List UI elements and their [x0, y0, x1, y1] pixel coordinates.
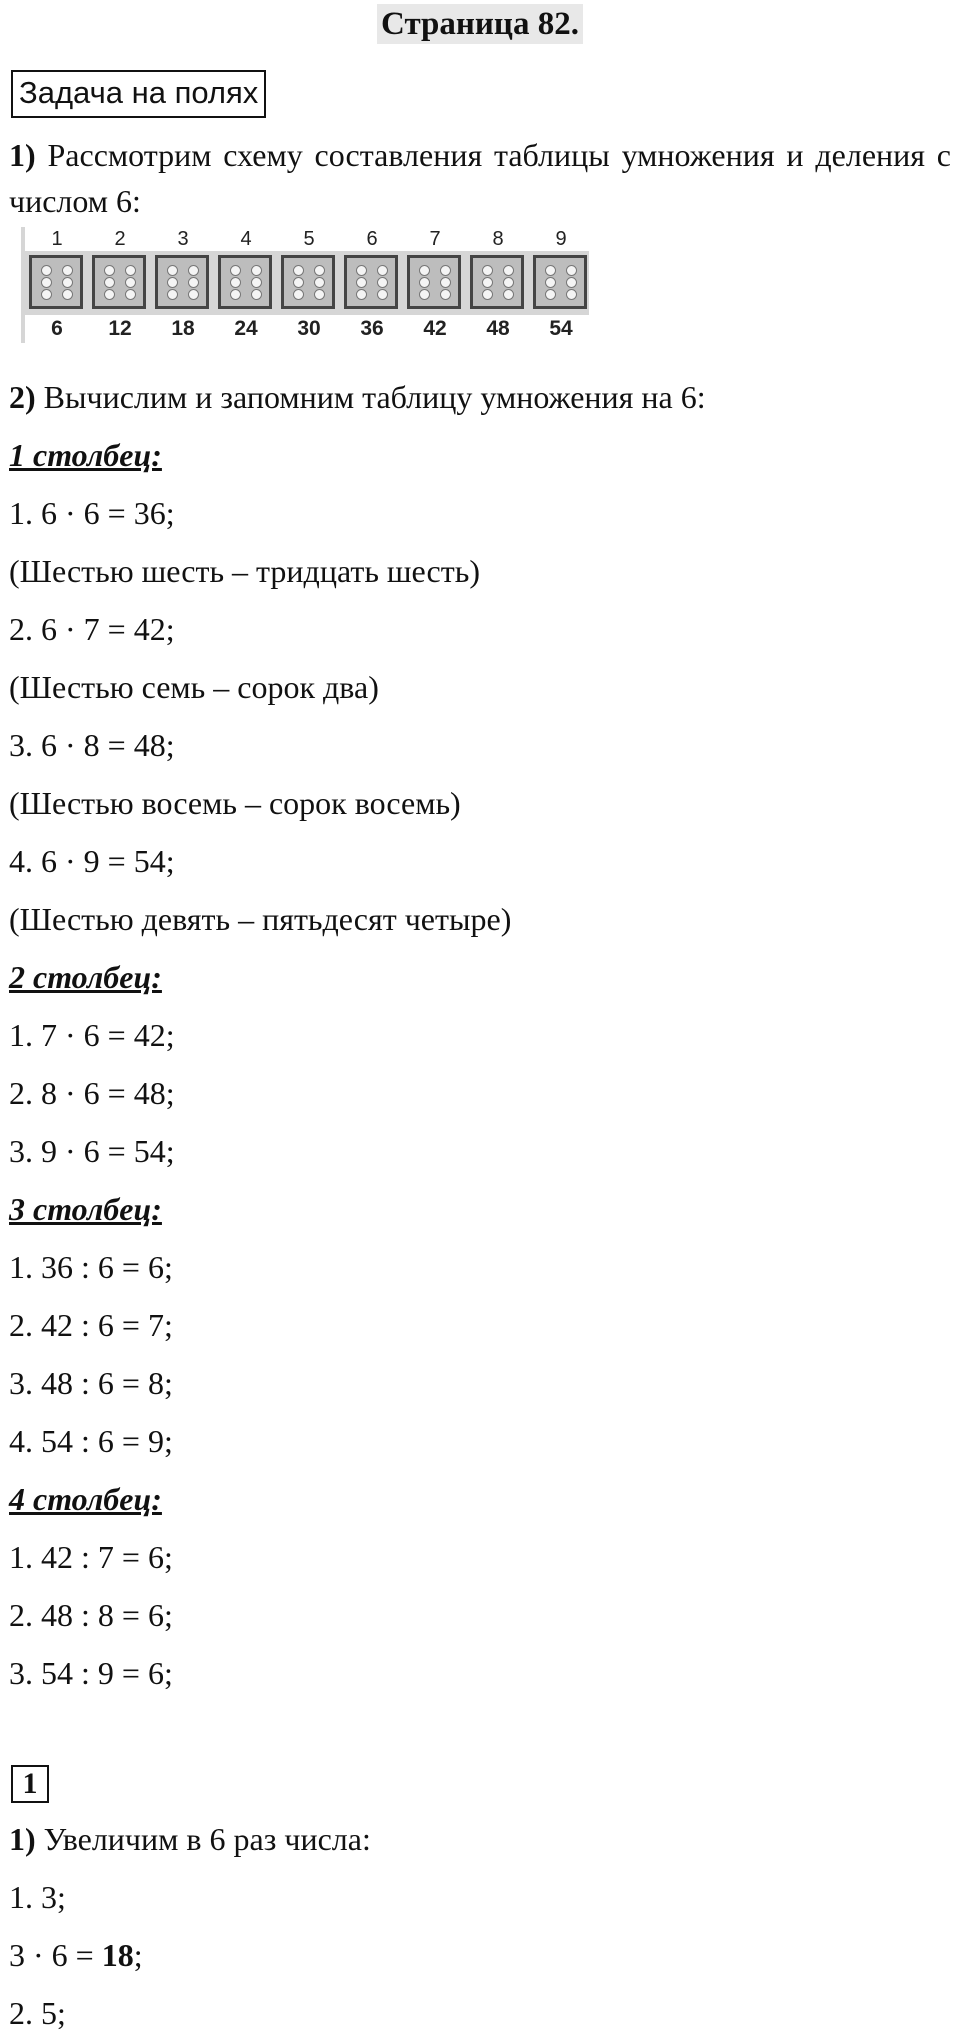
die-item: [277, 227, 341, 343]
column-2-line-2: 2. 8 · 6 = 48;: [9, 1075, 175, 1111]
column-3-line-2: 2. 42 : 6 = 7;: [9, 1307, 173, 1343]
die-pip: [482, 265, 493, 276]
die-pip: [419, 277, 430, 288]
die-pip: [377, 265, 388, 276]
die-pip: [230, 265, 241, 276]
die-pip: [251, 289, 262, 300]
die-top-number: 4: [214, 227, 278, 251]
column-1-line-3: 2. 6 · 7 = 42;: [9, 611, 175, 647]
die-item: [25, 227, 89, 343]
die-pip: [503, 289, 514, 300]
die-pip: [314, 265, 325, 276]
column-3-line-1: 1. 36 : 6 = 6;: [9, 1249, 173, 1285]
die-pip: [482, 289, 493, 300]
die-pip: [188, 277, 199, 288]
die-top-number: 6: [340, 227, 404, 251]
die-pip: [104, 277, 115, 288]
die-pip: [566, 277, 577, 288]
part2-number: 2): [9, 379, 36, 415]
die-pip: [41, 289, 52, 300]
die-pip: [545, 265, 556, 276]
column-1-line-6: (Шестью восемь – сорок восемь): [9, 785, 461, 821]
die-bottom-number: 12: [88, 315, 152, 343]
die-pip: [356, 289, 367, 300]
die-bottom-number: 18: [151, 315, 215, 343]
die-pip: [566, 265, 577, 276]
die-item: [151, 227, 215, 343]
die-item: [529, 227, 593, 343]
column-3-line-4: 4. 54 : 6 = 9;: [9, 1423, 173, 1459]
die-six-icon: [407, 255, 461, 309]
die-bottom-number: 54: [529, 315, 593, 343]
column-3-line-3: 3. 48 : 6 = 8;: [9, 1365, 173, 1401]
die-bottom-number: 24: [214, 315, 278, 343]
die-pip: [104, 265, 115, 276]
part1-text: Рассмотрим схему составления таблицы умножения и деления с числом 6:: [9, 137, 952, 219]
die-pip: [251, 265, 262, 276]
column-2-line-1: 1. 7 · 6 = 42;: [9, 1017, 175, 1053]
die-pip: [440, 289, 451, 300]
die-pip: [314, 289, 325, 300]
die-pip: [293, 265, 304, 276]
die-six-icon: [92, 255, 146, 309]
die-bottom-number: 42: [403, 315, 467, 343]
die-pip: [188, 265, 199, 276]
die-item: [466, 227, 530, 343]
die-top-number: 2: [88, 227, 152, 251]
die-pip: [251, 277, 262, 288]
die-pip: [419, 265, 430, 276]
die-pip: [188, 289, 199, 300]
column-1-line-4: (Шестью семь – сорок два): [9, 669, 379, 705]
task1-part1-number: 1): [9, 1821, 36, 1857]
die-pip: [440, 265, 451, 276]
die-pip: [167, 277, 178, 288]
die-top-number: 1: [25, 227, 89, 251]
column-4-line-3: 3. 54 : 9 = 6;: [9, 1655, 173, 1691]
margin-task-label: Задача на полях: [11, 70, 266, 118]
die-pip: [293, 289, 304, 300]
die-top-number: 9: [529, 227, 593, 251]
die-pip: [167, 265, 178, 276]
die-pip: [482, 277, 493, 288]
column-1-line-7: 4. 6 · 9 = 54;: [9, 843, 175, 879]
die-six-icon: [29, 255, 83, 309]
die-pip: [230, 289, 241, 300]
column-1-line-5: 3. 6 · 8 = 48;: [9, 727, 175, 763]
column-1-header: 1 столбец:: [9, 437, 162, 473]
die-item: [403, 227, 467, 343]
die-pip: [167, 289, 178, 300]
die-pip: [41, 277, 52, 288]
die-pip: [377, 277, 388, 288]
column-1-line-8: (Шестью девять – пятьдесят четыре): [9, 901, 512, 937]
die-pip: [62, 289, 73, 300]
column-1-line-1: 1. 6 · 6 = 36;: [9, 495, 175, 531]
die-item: [214, 227, 278, 343]
die-pip: [125, 277, 136, 288]
column-1-line-2: (Шестью шесть – тридцать шесть): [9, 553, 480, 589]
column-4-header: 4 столбец:: [9, 1481, 162, 1517]
die-top-number: 7: [403, 227, 467, 251]
die-pip: [230, 277, 241, 288]
task1-item-2: 2. 5;: [9, 1995, 66, 2031]
task1-calc-expression: 3 · 6 =: [9, 1937, 102, 1973]
dice-scheme-figure: [21, 227, 589, 343]
die-bottom-number: 6: [25, 315, 89, 343]
die-pip: [566, 289, 577, 300]
die-top-number: 8: [466, 227, 530, 251]
die-top-number: 3: [151, 227, 215, 251]
die-pip: [440, 277, 451, 288]
column-2-line-3: 3. 9 · 6 = 54;: [9, 1133, 175, 1169]
die-bottom-number: 48: [466, 315, 530, 343]
column-2-header: 2 столбец:: [9, 959, 162, 995]
die-item: [88, 227, 152, 343]
die-top-number: 5: [277, 227, 341, 251]
die-pip: [62, 265, 73, 276]
task-number-badge: 1: [11, 1765, 49, 1803]
page-title: Страница 82.: [9, 6, 951, 43]
part1-number: 1): [9, 137, 36, 173]
die-bottom-number: 30: [277, 315, 341, 343]
die-six-icon: [281, 255, 335, 309]
die-pip: [104, 289, 115, 300]
die-pip: [125, 289, 136, 300]
part1-paragraph: [9, 132, 951, 224]
column-4-line-1: 1. 42 : 7 = 6;: [9, 1539, 173, 1575]
task1-calc-result: 18: [101, 1937, 134, 1973]
task1-calc-suffix: ;: [133, 1937, 143, 1973]
column-4-line-2: 2. 48 : 8 = 6;: [9, 1597, 173, 1633]
die-pip: [377, 289, 388, 300]
task1-item-1: 1. 3;: [9, 1879, 66, 1915]
die-pip: [503, 277, 514, 288]
die-pip: [41, 265, 52, 276]
die-pip: [545, 277, 556, 288]
die-pip: [356, 265, 367, 276]
die-six-icon: [470, 255, 524, 309]
task1-calc-1: [9, 1935, 143, 1975]
die-pip: [62, 277, 73, 288]
task1-part1-text: Увеличим в 6 раз числа:: [43, 1821, 371, 1857]
die-pip: [293, 277, 304, 288]
part2-text: Вычислим и запомним таблицу умножения на 6:: [43, 379, 706, 415]
column-3-header: 3 столбец:: [9, 1191, 162, 1227]
die-pip: [545, 289, 556, 300]
die-pip: [314, 277, 325, 288]
die-pip: [125, 265, 136, 276]
die-pip: [356, 277, 367, 288]
die-six-icon: [218, 255, 272, 309]
die-pip: [503, 265, 514, 276]
die-bottom-number: 36: [340, 315, 404, 343]
die-six-icon: [533, 255, 587, 309]
part2-paragraph: [9, 377, 706, 417]
task1-part1-paragraph: [9, 1819, 371, 1859]
die-item: [340, 227, 404, 343]
die-six-icon: [344, 255, 398, 309]
die-six-icon: [155, 255, 209, 309]
die-pip: [419, 289, 430, 300]
